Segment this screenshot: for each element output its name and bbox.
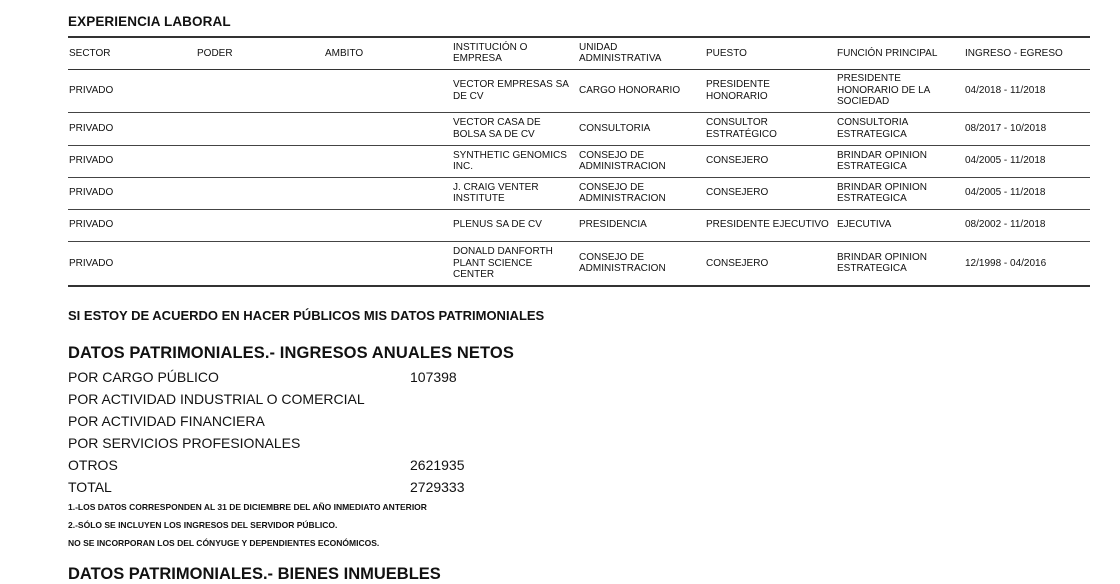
cell-puesto: CONSEJERO: [705, 145, 836, 177]
cell-periodo: 04/2018 - 11/2018: [964, 69, 1090, 112]
income-label: POR CARGO PÚBLICO: [68, 369, 219, 385]
cell-sector: PRIVADO: [68, 145, 196, 177]
income-label: POR SERVICIOS PROFESIONALES: [68, 435, 301, 451]
cell-funcion: BRINDAR OPINION ESTRATEGICA: [836, 145, 964, 177]
table-row: [68, 209, 1090, 241]
cell-unidad: CONSEJO DE ADMINISTRACION: [578, 145, 705, 177]
cell-puesto: PRESIDENTE EJECUTIVO: [705, 209, 836, 241]
table-row: [68, 112, 1090, 145]
cell-poder: [196, 177, 324, 209]
work-experience-table: [68, 36, 1090, 287]
income-label: TOTAL: [68, 479, 112, 495]
table-row: [68, 145, 1090, 177]
cell-institucion: J. CRAIG VENTER INSTITUTE: [452, 177, 578, 209]
work-experience-title: EXPERIENCIA LABORAL: [68, 14, 231, 29]
table-row: [68, 69, 1090, 112]
cell-institucion: PLENUS SA DE CV: [452, 209, 578, 241]
header-ambito: AMBITO: [324, 37, 452, 69]
header-ingreso-egreso: INGRESO - EGRESO: [964, 37, 1090, 69]
income-row-total: [68, 476, 668, 498]
header-puesto: PUESTO: [705, 37, 836, 69]
cell-funcion: BRINDAR OPINION ESTRATEGICA: [836, 241, 964, 286]
cell-ambito: [324, 112, 452, 145]
cell-poder: [196, 145, 324, 177]
cell-poder: [196, 112, 324, 145]
table-header-row: [68, 37, 1090, 69]
cell-sector: PRIVADO: [68, 112, 196, 145]
income-row-actividad-financiera: [68, 410, 668, 432]
income-note-2: 2.-SÓLO SE INCLUYEN LOS INGRESOS DEL SERVIDOR PÚBLICO.: [68, 520, 338, 530]
table-row: [68, 241, 1090, 286]
real-estate-section-title: DATOS PATRIMONIALES.- BIENES INMUEBLES: [68, 565, 441, 583]
cell-funcion: EJECUTIVA: [836, 209, 964, 241]
income-row-servicios-profesionales: [68, 432, 668, 454]
cell-poder: [196, 209, 324, 241]
income-label: POR ACTIVIDAD FINANCIERA: [68, 413, 265, 429]
cell-ambito: [324, 145, 452, 177]
cell-funcion: CONSULTORIA ESTRATEGICA: [836, 112, 964, 145]
income-value: 107398: [410, 369, 457, 385]
income-value: 2729333: [410, 479, 465, 495]
cell-sector: PRIVADO: [68, 209, 196, 241]
header-sector: SECTOR: [68, 37, 196, 69]
cell-ambito: [324, 241, 452, 286]
cell-periodo: 04/2005 - 11/2018: [964, 177, 1090, 209]
cell-puesto: PRESIDENTE HONORARIO: [705, 69, 836, 112]
income-row-cargo-publico: [68, 366, 668, 388]
header-funcion: FUNCIÓN PRINCIPAL: [836, 37, 964, 69]
cell-sector: PRIVADO: [68, 241, 196, 286]
cell-institucion: DONALD DANFORTH PLANT SCIENCE CENTER: [452, 241, 578, 286]
income-note-3: NO SE INCORPORAN LOS DEL CÓNYUGE Y DEPENDIENTES ECONÓMICOS.: [68, 538, 380, 548]
cell-periodo: 08/2002 - 11/2018: [964, 209, 1090, 241]
cell-puesto: CONSEJERO: [705, 241, 836, 286]
income-value: 2621935: [410, 457, 465, 473]
cell-institucion: VECTOR EMPRESAS SA DE CV: [452, 69, 578, 112]
cell-periodo: 04/2005 - 11/2018: [964, 145, 1090, 177]
table-row: [68, 177, 1090, 209]
cell-ambito: [324, 69, 452, 112]
cell-institucion: SYNTHETIC GENOMICS INC.: [452, 145, 578, 177]
cell-ambito: [324, 209, 452, 241]
income-section-title: DATOS PATRIMONIALES.- INGRESOS ANUALES NETOS: [68, 344, 514, 362]
header-institucion: INSTITUCIÓN O EMPRESA: [452, 37, 578, 69]
cell-ambito: [324, 177, 452, 209]
cell-unidad: CONSEJO DE ADMINISTRACION: [578, 241, 705, 286]
cell-unidad: CARGO HONORARIO: [578, 69, 705, 112]
cell-periodo: 12/1998 - 04/2016: [964, 241, 1090, 286]
cell-unidad: CONSULTORIA: [578, 112, 705, 145]
cell-sector: PRIVADO: [68, 69, 196, 112]
cell-periodo: 08/2017 - 10/2018: [964, 112, 1090, 145]
cell-institucion: VECTOR CASA DE BOLSA SA DE CV: [452, 112, 578, 145]
cell-unidad: CONSEJO DE ADMINISTRACION: [578, 177, 705, 209]
income-row-otros: [68, 454, 668, 476]
header-poder: PODER: [196, 37, 324, 69]
cell-poder: [196, 69, 324, 112]
cell-puesto: CONSULTOR ESTRATÉGICO: [705, 112, 836, 145]
cell-unidad: PRESIDENCIA: [578, 209, 705, 241]
consent-statement: SI ESTOY DE ACUERDO EN HACER PÚBLICOS MIS DATOS PATRIMONIALES: [68, 308, 545, 323]
income-label: POR ACTIVIDAD INDUSTRIAL O COMERCIAL: [68, 391, 365, 407]
income-label: OTROS: [68, 457, 118, 473]
cell-funcion: PRESIDENTE HONORARIO DE LA SOCIEDAD: [836, 69, 964, 112]
cell-puesto: CONSEJERO: [705, 177, 836, 209]
income-note-1: 1.-LOS DATOS CORRESPONDEN AL 31 DE DICIEMBRE DEL AÑO INMEDIATO ANTERIOR: [68, 502, 427, 512]
header-unidad: UNIDAD ADMINISTRATIVA: [578, 37, 705, 69]
cell-sector: PRIVADO: [68, 177, 196, 209]
cell-funcion: BRINDAR OPINION ESTRATEGICA: [836, 177, 964, 209]
income-row-actividad-industrial: [68, 388, 668, 410]
cell-poder: [196, 241, 324, 286]
